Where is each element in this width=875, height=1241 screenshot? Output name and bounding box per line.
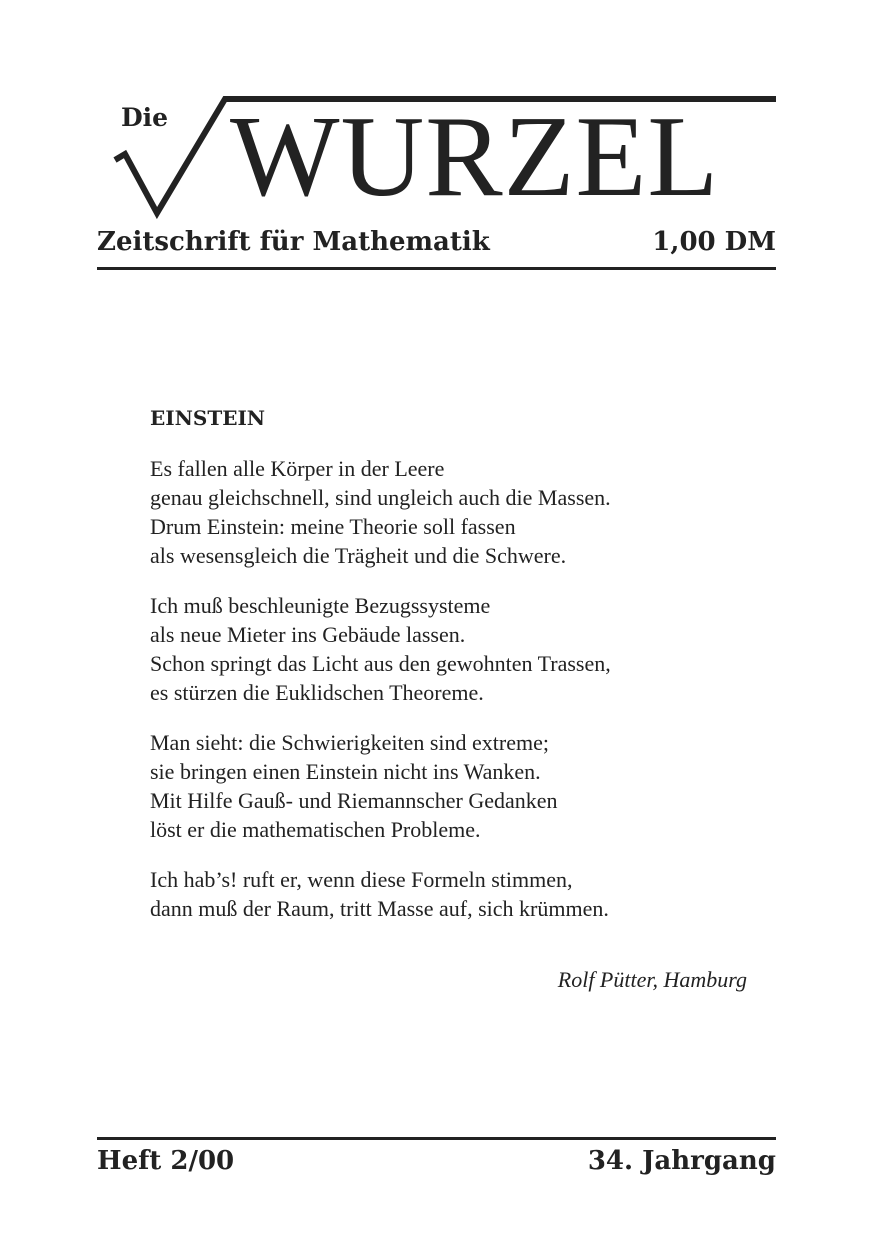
volume-number: 34. Jahrgang	[587, 1146, 776, 1176]
masthead	[97, 95, 776, 275]
stanza-2	[150, 591, 770, 707]
stanza-3	[150, 728, 770, 844]
poem-line: genau gleichschnell, sind ungleich auch die Massen.	[150, 485, 611, 510]
poem-line: als wesensgleich die Trägheit und die Schwere.	[150, 543, 567, 568]
issue-number: Heft 2/00	[97, 1146, 235, 1176]
footer	[97, 1146, 776, 1176]
poem-line: als neue Mieter ins Gebäude lassen.	[150, 622, 466, 647]
poem-line: es stürzen die Euklidschen Theoreme.	[150, 680, 484, 705]
subtitle-row	[97, 227, 776, 263]
stanza-1	[150, 454, 770, 570]
poem-line: Ich muß beschleunigte Bezugssysteme	[150, 593, 491, 618]
poem-line: löst er die mathematischen Probleme.	[150, 817, 481, 842]
poem-line: Mit Hilfe Gauß- und Riemannscher Gedanken	[150, 788, 558, 813]
poem-line: Schon springt das Licht aus den gewohnten Trassen,	[150, 651, 611, 676]
stanza-4	[150, 865, 770, 923]
magazine-subtitle: Zeitschrift für Mathematik	[97, 227, 490, 257]
poem-line: sie bringen einen Einstein nicht ins Wanken.	[150, 759, 541, 784]
poem-line: dann muß der Raum, tritt Masse auf, sich krümmen.	[150, 896, 609, 921]
magazine-title: WURZEL	[230, 93, 720, 221]
poem-line: Es fallen alle Körper in der Leere	[150, 456, 445, 481]
poem-author: Rolf Pütter, Hamburg	[557, 967, 747, 992]
price: 1,00 DM	[652, 227, 776, 257]
bottom-rule	[97, 1137, 776, 1140]
masthead-article: Die	[121, 103, 169, 132]
top-rule	[97, 267, 776, 270]
poem-title: EINSTEIN	[150, 406, 266, 430]
poem	[150, 404, 770, 944]
poem-line: Man sieht: die Schwierigkeiten sind extreme;	[150, 730, 549, 755]
poem-line: Drum Einstein: meine Theorie soll fassen	[150, 514, 516, 539]
poem-line: Ich hab’s! ruft er, wenn diese Formeln stimmen,	[150, 867, 573, 892]
